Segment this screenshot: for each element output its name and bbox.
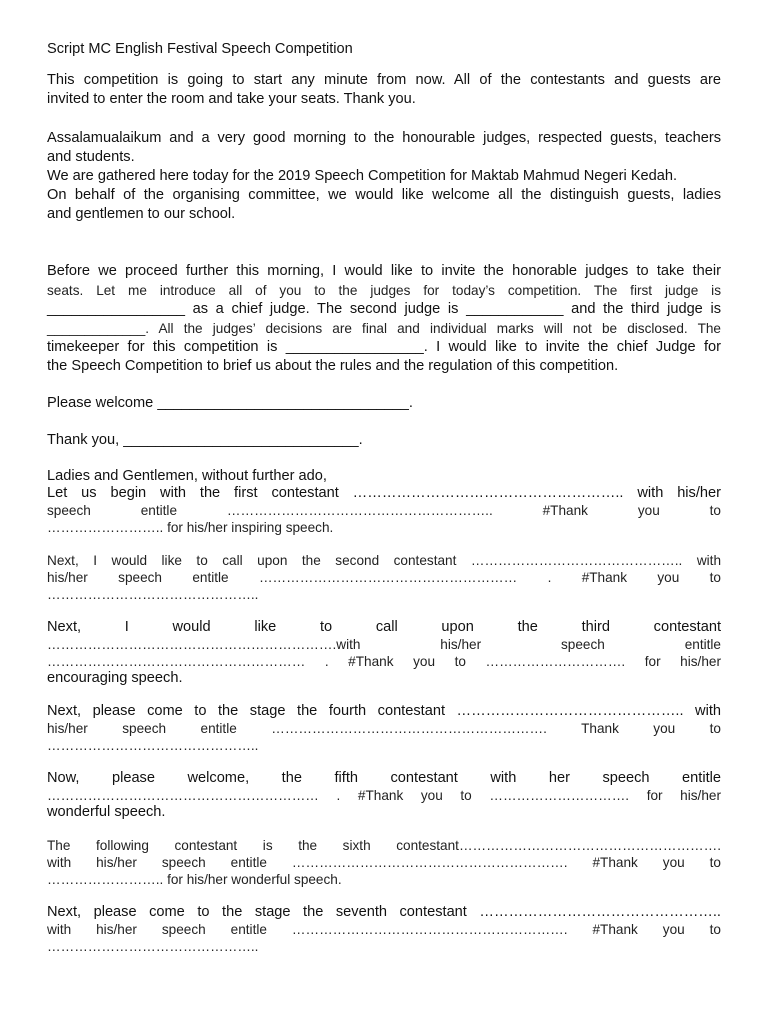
contestant-line: Let us begin with the first contestant ……………………………………………….. with his/her [47,485,721,501]
contestant-6-paragraph [47,837,721,888]
contestant-line: Next, please come to the stage the seventh contestant ………………………………………….. [47,904,721,920]
judges-line: timekeeper for this competition is _________________. I would like to invite the chief Judge for [47,339,721,355]
contestant-line: Next, I would like to call upon the third contestant [47,619,721,635]
intro-line: This competition is going to start any minute from now. All of the contestants and guests are [47,72,721,88]
judges-line: seats. Let me introduce all of you to the judges for today’s competition. The first judge is [47,283,721,298]
judges-line: Before we proceed further this morning, I would like to invite the honorable judges to take their [47,263,721,279]
document-page [47,40,721,955]
contestant-line: his/her speech entitle ………………………………………………… . #Thank you to [47,570,721,585]
intro-line: invited to enter the room and take your seats. Thank you. [47,91,416,107]
document-title: Script MC English Festival Speech Competition [47,41,353,57]
contestant-5-paragraph [47,770,721,821]
judges-line: _________________ as a chief judge. The second judge is ____________ and the third judge is [47,301,721,317]
contestant-1-paragraph [47,468,721,536]
contestant-2-paragraph [47,552,721,603]
judges-line: _____________. All the judges’ decisions are final and individual marks will not be disclosed. The [47,321,721,336]
contestant-line: with his/her speech entitle ……………………………………………………. #Thank you to [47,922,721,937]
contestant-7-paragraph [47,904,721,955]
contestant-line: encouraging speech. [47,670,183,686]
contestant-line: ……………………………………………………….with his/her speech entitle [47,637,721,652]
contestant-line: …………………………………………………… . #Thank you to …………………………. for his/her [47,788,721,803]
greeting-line: Assalamualaikum and a very good morning to the honourable judges, respected guests, teachers [47,130,721,146]
contestant-3-paragraph [47,619,721,687]
greeting-line: On behalf of the organising committee, we would like welcome all the distinguish guests, ladies [47,187,721,203]
greeting-line: and gentlemen to our school. [47,206,236,222]
judges-paragraph [47,262,721,376]
contestant-line: with his/her speech entitle ……………………………………………………. #Thank you to [47,855,721,870]
contestant-line: ……………………………………….. [47,939,259,954]
contestant-line: The following contestant is the sixth contestant…………………………………………………. [47,838,721,853]
contestant-line: Now, please welcome, the fifth contestant with her speech entitle [47,770,721,786]
contestant-line: …………………….. for his/her inspiring speech. [47,520,334,535]
contestant-line: Ladies and Gentlemen, without further ado, [47,468,327,484]
thank-you-line: Thank you, _____________________________. [47,432,363,448]
contestant-line: ……………………………………….. [47,587,259,602]
contestant-line: wonderful speech. [47,804,166,820]
greeting-line: and students. [47,149,135,165]
contestant-line: his/her speech entitle ……………………………………………………. Thank you to [47,721,721,736]
please-welcome-line: Please welcome _______________________________. [47,395,413,411]
contestant-line: Next, I would like to call upon the second contestant ……………………………………….. with [47,553,721,568]
contestant-line: Next, please come to the stage the fourth contestant ……………………………………….. with [47,703,721,719]
contestant-4-paragraph [47,703,721,754]
contestant-line: ……………………………………….. [47,738,259,753]
contestant-line: speech entitle ………………………………………………….. #Thank you to [47,503,721,518]
contestant-line: ………………………………………………… . #Thank you to …………………………. for his/her [47,654,721,669]
contestant-line: …………………….. for his/her wonderful speech. [47,872,342,887]
greeting-paragraph [47,129,721,224]
greeting-line: We are gathered here today for the 2019 Speech Competition for Maktab Mahmud Negeri Kedah. [47,168,678,184]
judges-line: the Speech Competition to brief us about the rules and the regulation of this competition. [47,358,619,374]
intro-paragraph [47,71,721,109]
